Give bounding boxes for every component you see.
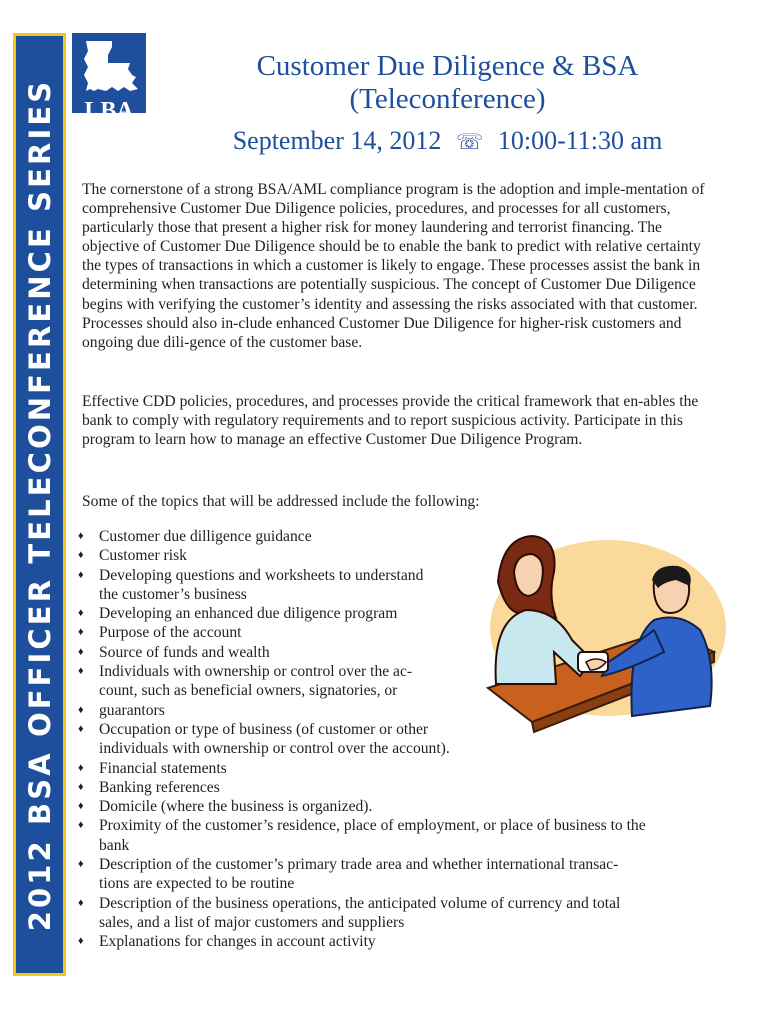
topic-line: Occupation or type of business (of customer or other: [99, 720, 429, 738]
topic-line: Customer risk: [99, 547, 187, 565]
topic-line: the customer’s business: [99, 585, 247, 603]
event-date: September 14, 2012: [232, 126, 442, 155]
lba-logo: [72, 33, 146, 124]
diamond-bullet-icon: ♦: [78, 549, 84, 562]
topic-line: Individuals with ownership or control over the ac-: [99, 663, 413, 681]
diamond-bullet-icon: ♦: [78, 530, 84, 542]
diamond-bullet-icon: ♦: [78, 935, 84, 948]
topic-line: guarantors: [99, 701, 165, 719]
topic-line: Domicile (where the business is organized).: [99, 798, 373, 816]
diamond-bullet-icon: ♦: [78, 626, 84, 639]
diamond-bullet-icon: ♦: [78, 819, 84, 832]
diamond-bullet-icon: ♦: [78, 703, 84, 716]
intro-paragraph: The cornerstone of a strong BSA/AML compliance program is the adoption and imple-mentation of comprehensive Customer Due Diligence policies, procedures, and processes for all customers, particularly those that present a higher risk for money laundering and terrorist financing. The objective of Customer Due Diligence should be to enable the bank to predict with relative certainty the types of transactions in which a customer is likely to engage. These processes assist the bank in determining when transactions are potentially suspicious. The concept of Customer Due Diligence begins with verifying the customer’s identity and assessing the risks associated with that customer. Processes should also in-clude enhanced Customer Due Diligence for higher-risk customers and ongoing due dili-gence of the customer base.: [82, 181, 705, 351]
topic-line: Description of the business operations, the anticipated volume of currency and total: [99, 894, 621, 912]
diamond-bullet-icon: ♦: [78, 858, 84, 871]
topic-line: Description of the customer’s primary trade area and whether international transac-: [99, 856, 619, 874]
topic-line: Banking references: [99, 778, 220, 796]
topic-line: bank: [99, 836, 130, 854]
topic-line: Source of funds and wealth: [99, 643, 270, 661]
topic-line: Financial statements: [99, 759, 227, 777]
topic-item: [78, 855, 728, 894]
topic-item: [78, 932, 728, 951]
diamond-bullet-icon: ♦: [78, 607, 84, 620]
diamond-bullet-icon: ♦: [78, 722, 84, 735]
topic-line: tions are expected to be routine: [99, 875, 295, 893]
diamond-bullet-icon: ♦: [78, 645, 84, 658]
cdd-paragraph: Effective CDD policies, procedures, and processes provide the critical framework that en-ables the bank to comply with regulatory requirements and to report suspicious activity. Participate in this program to learn how to manage an effective Customer Due Diligence Program.: [82, 393, 699, 449]
topics-intro: Some of the topics that will be addressed include the following:: [82, 493, 480, 510]
diamond-bullet-icon: ♦: [78, 780, 84, 793]
topic-item: [78, 894, 728, 933]
telephone-icon: ☏: [455, 129, 484, 154]
topic-line: Purpose of the account: [99, 624, 242, 642]
page-title: [150, 50, 745, 116]
topic-line: Proximity of the customer’s residence, place of employment, or place of business to the: [99, 817, 646, 835]
logo-text: LBA: [84, 98, 134, 124]
topic-line: Explanations for changes in account activity: [99, 933, 376, 951]
topic-item: [78, 759, 728, 778]
title-line-2: (Teleconference): [349, 83, 546, 115]
series-sidebar: [13, 33, 66, 976]
topic-line: Customer due dilligence guidance: [99, 528, 312, 545]
topic-line: Developing an enhanced due diligence program: [99, 605, 398, 623]
diamond-bullet-icon: ♦: [78, 761, 84, 774]
topic-item: [78, 797, 728, 816]
diamond-bullet-icon: ♦: [78, 800, 84, 813]
topic-line: sales, and a list of major customers and suppliers: [99, 913, 405, 931]
topic-line: Developing questions and worksheets to understand: [99, 566, 424, 584]
diamond-bullet-icon: ♦: [78, 665, 84, 678]
topic-line: count, such as beneficial owners, signatories, or: [99, 682, 398, 700]
topic-item: [78, 816, 728, 855]
diamond-bullet-icon: ♦: [78, 568, 84, 581]
event-datetime: [150, 126, 745, 157]
diamond-bullet-icon: ♦: [78, 896, 84, 909]
title-line-1: Customer Due Diligence & BSA: [256, 50, 639, 82]
topic-item: [78, 778, 728, 797]
series-label: 2012 BSA OFFICER TELECONFERENCE SERIES: [22, 78, 57, 931]
bankers-meeting-illustration: [468, 520, 730, 750]
topic-line: individuals with ownership or control over the account).: [99, 740, 450, 758]
event-time: 10:00-11:30 am: [497, 126, 663, 155]
